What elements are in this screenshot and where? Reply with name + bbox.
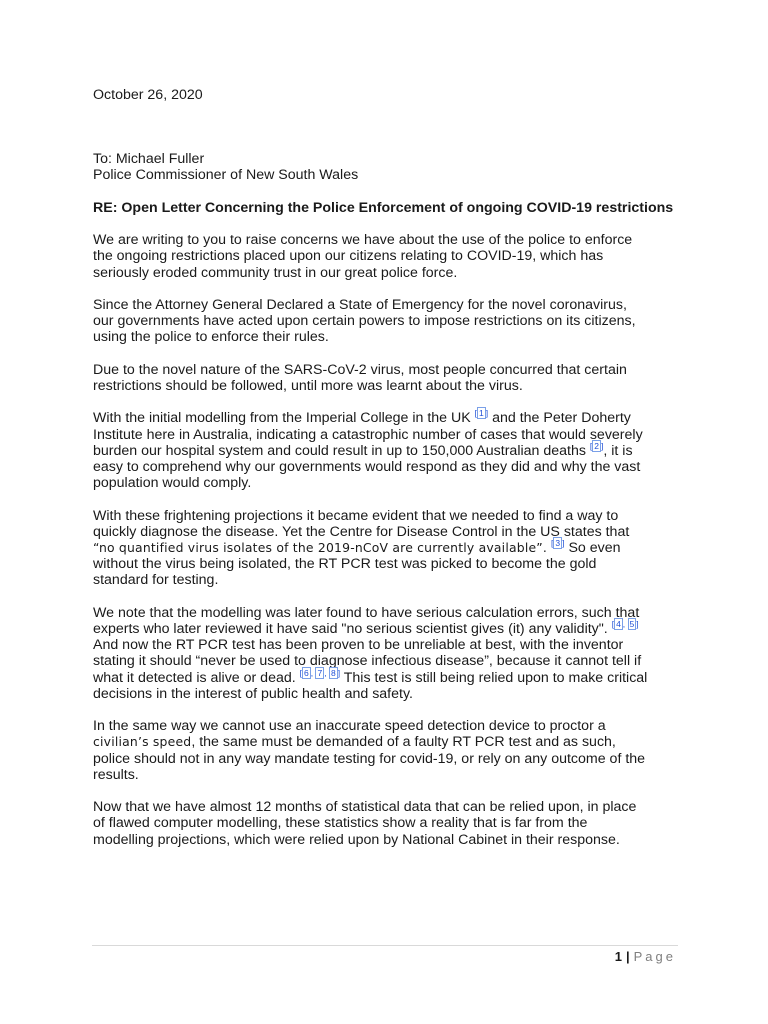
recipient-title: Police Commissioner of New South Wales — [93, 167, 359, 184]
paragraph-3: Due to the novel nature of the SARS-CoV-2 virus, most people concurred that certain restrictions should be followed, until more was learnt about the virus. — [93, 361, 627, 394]
footnote-ref-6-7-8[interactable]: [ 6 , 7 , 8 ] — [299, 667, 341, 678]
footnote-ref-4-5[interactable]: [ 4 , 5 ] — [611, 618, 639, 629]
paragraph-7: In the same way we cannot use an inaccurate speed detection device to proctor a civilian’s speed, the same must be demanded of a faulty RT PCR test and as such, police should not in any way mandate testing for covid-19, or rely on any outcome of the results. — [93, 718, 646, 783]
addressee-line: To: Michael Fuller — [93, 151, 205, 168]
letter-body — [93, 87, 683, 864]
paragraph-5: With these frightening projections it became evident that we needed to find a way to quickly diagnose the disease. Yet the Centre for Disease Control in the US states that “no quantified virus isolates of the 2019-nCoV are currently available”. [ 3 ] So even without the virus being isolated, the RT PCR test was picked to become the gold standard for testing. — [93, 507, 630, 589]
paragraph-2: Since the Attorney General Declared a State of Emergency for the novel coronavirus, our governments have acted upon certain powers to impose restrictions on its citizens, using the police to enforce their rules. — [93, 296, 636, 346]
footnote-ref-1[interactable]: [ 1 ] — [474, 408, 489, 419]
page-number: 1 — [614, 949, 622, 964]
footer-separator: | — [625, 949, 630, 964]
paragraph-6: We note that the modelling was later found to have serious calculation errors, such that experts who later reviewed it have said "no serious scientist gives (it) any validity". [ 4 , 5 ] And now the RT PCR test has been proven to be unreliable at best, with the inventor stating it should “never be used to diagnose infectious disease”, because it cannot tell if what it detected is alive or dead. [ 6 , 7 , 8 ] This test is still being relied upon to make critical decisions in the interest of public health and safety. — [93, 604, 648, 702]
cdc-quote: “no quantified virus isolates of the 2019-nCoV are currently available”. — [93, 539, 548, 555]
footnote-ref-3[interactable]: [ 3 ] — [551, 537, 565, 548]
paragraph-8: Now that we have almost 12 months of statistical data that can be relied upon, in place of flawed computer modelling, these statistics show a reality that is far from the modelling projections, which were relied upon by National Cabinet in their response. — [93, 799, 637, 848]
subject-line: RE: Open Letter Concerning the Police Enforcement of ongoing COVID-19 restrictions — [93, 199, 674, 216]
paragraph-1: We are writing to you to raise concerns we have about the use of the police to enforce the ongoing restrictions placed upon our citizens relating to COVID-19, which has seriously eroded community trust in our great police force. — [93, 232, 633, 281]
footnote-ref-2[interactable]: [ 2 ] — [589, 440, 604, 451]
footer-divider — [92, 945, 678, 946]
paragraph-4: With the initial modelling from the Imperial College in the UK [ 1 ] and the Peter Doherty Institute here in Australia, indicating a catastrophic number of cases that would severely burden our hospital system and could result in up to 150,000 Australian deaths [ 2 ], it is easy to comprehend why our governments would respond as they did and why the vast population would comply. — [93, 408, 643, 492]
page-footer — [615, 949, 676, 964]
page-label: Page — [633, 949, 676, 964]
letter-date: October 26, 2020 — [93, 87, 203, 103]
